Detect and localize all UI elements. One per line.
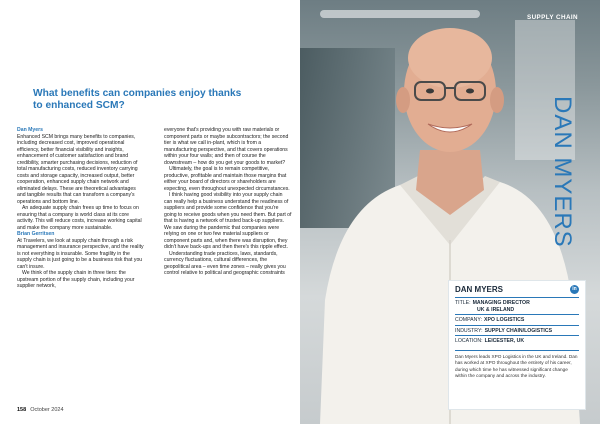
text-column-1	[17, 127, 145, 290]
paragraph	[17, 231, 145, 270]
paragraph: An adequate supply chain frees up time to focus on ensuring that a company is world class at its core activity. This will reduce costs, increase working capital and make the company more sustainable.	[17, 205, 142, 231]
vertical-name	[548, 96, 588, 286]
field-value: XPO LOGISTICS	[484, 317, 525, 324]
paragraph-text: Enhanced SCM brings many benefits to companies, including decreased cost, improved operational efficiency, better financial visibility and insights, enhancement of customer satisfaction and brand credibility, smarter purchasing decisions, reduction of total manufacturing costs, reduced inventory carrying costs and storage capacity, increased output, better cooperation, enhanced supply chain network and eliminated delays. These are theoretical advantages and tangible results that can transform a company's operations and bottom line.	[17, 133, 138, 205]
paragraph: everyone that's providing you with raw materials or component parts or maybe subcontractors; the second tier is what we call in-plant, which is from a manufacturing perspective, and that covers operations within your four walls; and then of course the downstream – how do you get your goods to market?	[164, 127, 289, 166]
profile-title-row	[455, 297, 579, 314]
paragraph: Ultimately, the goal is to remain competitive, productive, profitable and maintain those margins that either your board of directors or shareholders are expecting, even throughout unexpected circumstances.	[164, 166, 290, 192]
text-column-2	[164, 127, 292, 277]
field-label: LOCATION:	[455, 338, 483, 345]
field-label: TITLE:	[455, 300, 471, 306]
field-value: SUPPLY CHAIN/LOGISTICS	[484, 327, 553, 334]
paragraph	[17, 127, 145, 205]
right-page	[300, 0, 600, 424]
field-label: COMPANY:	[455, 317, 482, 324]
speaker-name: Dan Myers	[17, 127, 43, 133]
page-footer	[17, 407, 64, 413]
profile-name: DAN MYERS	[455, 285, 504, 294]
linkedin-icon[interactable]: in	[570, 285, 579, 294]
profile-industry-row	[455, 325, 579, 336]
issue-date: October 2024	[30, 407, 64, 413]
section-label: SUPPLY CHAIN	[527, 14, 578, 21]
article-heading: What benefits can companies enjoy thanks to enhanced SCM?	[33, 88, 242, 111]
profile-location-row	[455, 335, 579, 346]
field-label: INDUSTRY:	[455, 327, 483, 334]
paragraph-text: At Travelers, we look at supply chain through a risk management and insurance perspective, and the reality is not everything is insurable. Some fragility in the supply chain is just going to be a business risk that you can't insure.	[17, 237, 144, 270]
paragraph: We think of the supply chain in three tiers: the upstream portion of the supply chain, including your supplier network,	[17, 270, 135, 289]
page-number: 158	[17, 407, 27, 413]
vertical-name-text: DAN MYERS	[549, 96, 576, 248]
field-value: MANAGING DIRECTOR	[472, 300, 530, 306]
profile-card	[448, 280, 586, 410]
profile-company-row	[455, 314, 579, 325]
field-value: UK & IRELAND	[477, 306, 515, 313]
paragraph: Understanding trade practices, laws, standards, currency fluctuations, cultural differences, the geopolitical area – even time zones – really gives you control relative to political and geographic constraints	[164, 250, 286, 276]
profile-bio: Dan Myers leads XPO Logistics in the UK and Ireland. Dan has worked at XPO throughout the entirety of his career, during which time he has witnessed significant change within the company and across the industry.	[455, 350, 579, 379]
paragraph: I think having good visibility into your supply chain can really help a business understand the readiness of suppliers and provide some confidence that you're going to receive goods when you need them. But part of that is having a network of trusted back-up suppliers. We saw during the pandemic that companies were relying on one or two few material suppliers or component parts and, when there was disruption, they didn't have back-ups and then there's this ripple effect.	[164, 192, 292, 250]
speaker-name: Brian Gerritsen	[17, 231, 55, 237]
field-value: LEICESTER, UK	[484, 338, 525, 345]
